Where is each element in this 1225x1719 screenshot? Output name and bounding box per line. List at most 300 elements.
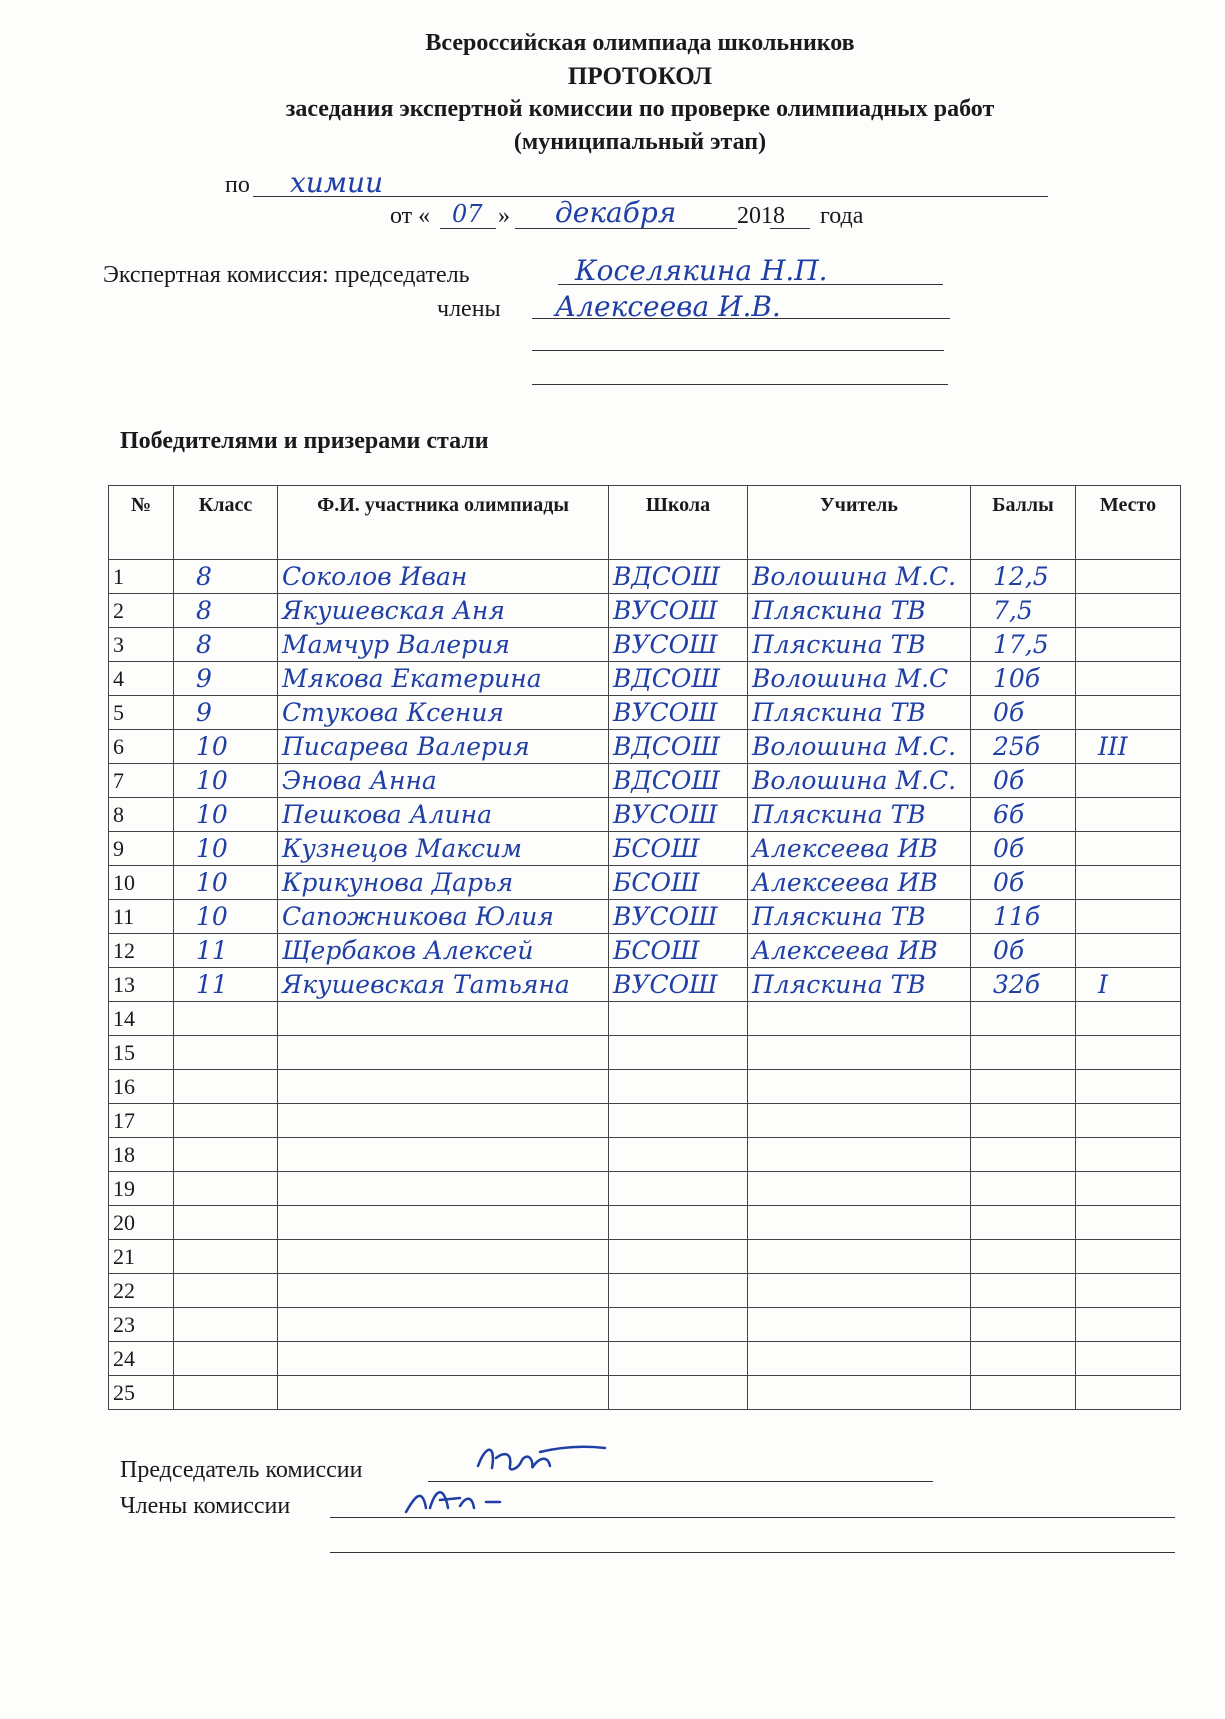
cell-place [1076, 764, 1181, 798]
cell-name-value: Крикунова Дарья [282, 868, 514, 897]
cell-score [971, 798, 1076, 832]
cell-place [1076, 1104, 1181, 1138]
cell-no: 14 [109, 1002, 174, 1036]
cell-no: 1 [109, 560, 174, 594]
cell-school [609, 764, 748, 798]
cell-teacher [748, 1342, 971, 1376]
cell-teacher-value: Волошина М.С [752, 664, 949, 693]
cell-name [278, 934, 609, 968]
cell-score-value: 32б [993, 970, 1041, 999]
cell-name-value: Писарева Валерия [282, 732, 530, 761]
cell-name [278, 662, 609, 696]
cell-teacher [748, 1308, 971, 1342]
cell-no: 17 [109, 1104, 174, 1138]
cell-school [609, 560, 748, 594]
cell-name [278, 1240, 609, 1274]
date-year-prefix: 201 [737, 203, 773, 229]
cell-name-value: Соколов Иван [282, 562, 468, 591]
cell-teacher [748, 764, 971, 798]
cell-class [174, 1172, 278, 1206]
cell-no: 23 [109, 1308, 174, 1342]
cell-teacher [748, 1206, 971, 1240]
cell-score [971, 1036, 1076, 1070]
cell-score-value: 0б [993, 936, 1025, 965]
cell-score [971, 1172, 1076, 1206]
cell-class-value: 11 [196, 970, 228, 999]
cell-teacher-value: Алексеева ИВ [752, 936, 938, 965]
table-row [109, 628, 1181, 662]
cell-score-value: 17,5 [993, 630, 1049, 659]
cell-name [278, 1342, 609, 1376]
cell-name-value: Сапожникова Юлия [282, 902, 554, 931]
cell-class [174, 696, 278, 730]
cell-school [609, 1206, 748, 1240]
commission-members-value: Алексеева И.В. [555, 290, 781, 323]
cell-no: 24 [109, 1342, 174, 1376]
cell-score-value: 0б [993, 868, 1025, 897]
cell-class-value: 10 [196, 800, 228, 829]
cell-school-value: БСОШ [613, 834, 700, 863]
cell-teacher [748, 934, 971, 968]
header-name: Ф.И. участника олимпиады [278, 486, 609, 560]
cell-name [278, 1206, 609, 1240]
cell-score [971, 1240, 1076, 1274]
cell-score-value: 0б [993, 698, 1025, 727]
cell-school [609, 1070, 748, 1104]
cell-score-value: 0б [993, 766, 1025, 795]
cell-teacher [748, 798, 971, 832]
cell-school [609, 730, 748, 764]
cell-name-value: Кузнецов Максим [282, 834, 523, 863]
cell-place [1076, 900, 1181, 934]
cell-class-value: 8 [196, 630, 212, 659]
cell-no: 15 [109, 1036, 174, 1070]
table-row [109, 1104, 1181, 1138]
cell-class-value: 10 [196, 902, 228, 931]
cell-name-value: Щербаков Алексей [282, 936, 534, 965]
header-teacher: Учитель [748, 486, 971, 560]
cell-teacher [748, 900, 971, 934]
cell-teacher [748, 832, 971, 866]
cell-name [278, 1138, 609, 1172]
cell-school [609, 866, 748, 900]
header-commission-subtitle: заседания экспертной комиссии по проверке олимпиадных работ [285, 96, 995, 122]
cell-school-value: ВДСОШ [613, 562, 720, 591]
table-body [109, 560, 1181, 1410]
cell-school [609, 798, 748, 832]
cell-place [1076, 934, 1181, 968]
cell-school-value: БСОШ [613, 868, 700, 897]
cell-score [971, 730, 1076, 764]
commission-members-underline-2 [532, 350, 944, 351]
cell-place [1076, 628, 1181, 662]
cell-score [971, 662, 1076, 696]
cell-score [971, 866, 1076, 900]
cell-name [278, 1172, 609, 1206]
header-school: Школа [609, 486, 748, 560]
cell-school-value: ВУСОШ [613, 902, 718, 931]
commission-chair-value: Коселякина Н.П. [575, 254, 828, 287]
cell-place [1076, 1206, 1181, 1240]
cell-class [174, 730, 278, 764]
date-day-underline [440, 228, 496, 229]
table-row [109, 1172, 1181, 1206]
date-suffix: года [820, 203, 864, 229]
cell-place [1076, 1376, 1181, 1410]
cell-teacher-value: Волошина М.С. [752, 732, 957, 761]
cell-no: 12 [109, 934, 174, 968]
header-protocol-title: ПРОТОКОЛ [567, 63, 713, 90]
header-class: Класс [174, 486, 278, 560]
cell-class-value: 10 [196, 732, 228, 761]
cell-place [1076, 696, 1181, 730]
cell-class [174, 1240, 278, 1274]
winners-table-title: Победителями и призерами стали [120, 428, 489, 454]
cell-teacher [748, 968, 971, 1002]
table-row [109, 696, 1181, 730]
cell-teacher-value: Алексеева ИВ [752, 834, 938, 863]
cell-class [174, 1138, 278, 1172]
cell-teacher [748, 730, 971, 764]
cell-no: 21 [109, 1240, 174, 1274]
cell-place [1076, 1240, 1181, 1274]
cell-score-value: 6б [993, 800, 1025, 829]
cell-class [174, 1104, 278, 1138]
cell-name [278, 798, 609, 832]
cell-school [609, 1036, 748, 1070]
cell-place [1076, 730, 1181, 764]
cell-score-value: 0б [993, 834, 1025, 863]
cell-score [971, 968, 1076, 1002]
cell-teacher [748, 628, 971, 662]
cell-teacher-value: Волошина М.С. [752, 766, 957, 795]
subject-label: по [225, 172, 250, 198]
table-row [109, 1240, 1181, 1274]
cell-teacher [748, 1002, 971, 1036]
cell-class [174, 1274, 278, 1308]
cell-no: 9 [109, 832, 174, 866]
table-row [109, 934, 1181, 968]
cell-score [971, 594, 1076, 628]
table-row [109, 1342, 1181, 1376]
table-row [109, 1138, 1181, 1172]
cell-name-value: Стукова Ксения [282, 698, 504, 727]
cell-school-value: ВУСОШ [613, 630, 718, 659]
cell-teacher-value: Пляскина ТВ [752, 630, 926, 659]
cell-score [971, 1002, 1076, 1036]
cell-no: 18 [109, 1138, 174, 1172]
cell-no: 8 [109, 798, 174, 832]
cell-name-value: Пешкова Алина [282, 800, 492, 829]
cell-place [1076, 866, 1181, 900]
cell-school-value: ВУСОШ [613, 596, 718, 625]
table-header-row [109, 486, 1181, 560]
cell-no: 22 [109, 1274, 174, 1308]
cell-class [174, 1070, 278, 1104]
cell-name [278, 1002, 609, 1036]
cell-place-value: I [1098, 970, 1108, 999]
cell-class-value: 9 [196, 698, 212, 727]
header-place: Место [1076, 486, 1181, 560]
cell-no: 11 [109, 900, 174, 934]
cell-score [971, 1274, 1076, 1308]
cell-school [609, 1274, 748, 1308]
cell-class [174, 798, 278, 832]
winners-table [108, 485, 1181, 1410]
table-row [109, 662, 1181, 696]
cell-school [609, 1240, 748, 1274]
cell-class [174, 1002, 278, 1036]
cell-score [971, 1070, 1076, 1104]
cell-school-value: ВДСОШ [613, 766, 720, 795]
cell-score-value: 10б [993, 664, 1041, 693]
member-signature [400, 1478, 520, 1522]
cell-score [971, 934, 1076, 968]
cell-school [609, 662, 748, 696]
cell-school [609, 1342, 748, 1376]
cell-class [174, 934, 278, 968]
cell-place [1076, 832, 1181, 866]
cell-no: 5 [109, 696, 174, 730]
cell-school [609, 900, 748, 934]
cell-no: 16 [109, 1070, 174, 1104]
cell-name [278, 1274, 609, 1308]
cell-class [174, 866, 278, 900]
table-row [109, 866, 1181, 900]
date-prefix: от « [390, 203, 431, 229]
cell-school [609, 1138, 748, 1172]
cell-teacher-value: Пляскина ТВ [752, 596, 926, 625]
cell-score [971, 560, 1076, 594]
cell-teacher [748, 594, 971, 628]
cell-no: 13 [109, 968, 174, 1002]
table-row [109, 968, 1181, 1002]
cell-school [609, 832, 748, 866]
cell-no: 10 [109, 866, 174, 900]
header-olympiad-title: Всероссийская олимпиада школьников [425, 30, 855, 56]
cell-class [174, 560, 278, 594]
commission-chair-label: Экспертная комиссия: председатель [103, 262, 470, 288]
cell-class [174, 1376, 278, 1410]
table-row [109, 1002, 1181, 1036]
cell-score [971, 764, 1076, 798]
cell-place [1076, 1002, 1181, 1036]
cell-place-value: III [1098, 732, 1128, 761]
cell-class [174, 662, 278, 696]
cell-score [971, 900, 1076, 934]
footer-members-label: Члены комиссии [120, 1493, 291, 1519]
subject-value: химии [290, 166, 384, 199]
cell-score [971, 1308, 1076, 1342]
cell-no: 19 [109, 1172, 174, 1206]
cell-teacher [748, 1240, 971, 1274]
cell-teacher [748, 560, 971, 594]
cell-name [278, 1036, 609, 1070]
cell-teacher-value: Волошина М.С. [752, 562, 957, 591]
cell-name [278, 696, 609, 730]
cell-no: 20 [109, 1206, 174, 1240]
date-sep: » [498, 203, 510, 229]
cell-teacher-value: Пляскина ТВ [752, 970, 926, 999]
date-year-underline [770, 228, 810, 229]
cell-class [174, 764, 278, 798]
cell-school [609, 934, 748, 968]
cell-school-value: ВУСОШ [613, 698, 718, 727]
cell-score-value: 11б [993, 902, 1041, 931]
cell-school-value: ВДСОШ [613, 732, 720, 761]
cell-school [609, 1376, 748, 1410]
cell-score [971, 832, 1076, 866]
cell-score-value: 25б [993, 732, 1041, 761]
cell-score [971, 1138, 1076, 1172]
table-row [109, 798, 1181, 832]
cell-place [1076, 1070, 1181, 1104]
commission-members-underline-3 [532, 384, 948, 385]
cell-place [1076, 594, 1181, 628]
cell-teacher [748, 696, 971, 730]
commission-members-label: члены [437, 296, 501, 322]
cell-class [174, 1206, 278, 1240]
table-row [109, 1070, 1181, 1104]
table-row [109, 764, 1181, 798]
table-row [109, 1308, 1181, 1342]
cell-school [609, 594, 748, 628]
header-score: Баллы [971, 486, 1076, 560]
cell-score [971, 1342, 1076, 1376]
cell-school-value: ВУСОШ [613, 800, 718, 829]
cell-class [174, 968, 278, 1002]
cell-name [278, 900, 609, 934]
cell-no: 4 [109, 662, 174, 696]
table-row [109, 730, 1181, 764]
cell-school [609, 1002, 748, 1036]
cell-name [278, 832, 609, 866]
cell-teacher [748, 1104, 971, 1138]
cell-teacher [748, 1138, 971, 1172]
cell-place [1076, 662, 1181, 696]
cell-teacher-value: Пляскина ТВ [752, 800, 926, 829]
cell-class [174, 1342, 278, 1376]
table-row [109, 1036, 1181, 1070]
cell-class-value: 10 [196, 868, 228, 897]
cell-no: 2 [109, 594, 174, 628]
cell-score [971, 696, 1076, 730]
cell-school [609, 628, 748, 662]
cell-name [278, 628, 609, 662]
cell-teacher-value: Пляскина ТВ [752, 902, 926, 931]
cell-place [1076, 798, 1181, 832]
cell-score-value: 7,5 [993, 596, 1033, 625]
cell-teacher [748, 1070, 971, 1104]
cell-name [278, 594, 609, 628]
cell-place [1076, 560, 1181, 594]
cell-name [278, 866, 609, 900]
cell-no: 6 [109, 730, 174, 764]
cell-teacher [748, 1172, 971, 1206]
cell-place [1076, 1274, 1181, 1308]
cell-name-value: Мамчур Валерия [282, 630, 510, 659]
cell-name [278, 968, 609, 1002]
cell-school [609, 1104, 748, 1138]
cell-class [174, 1036, 278, 1070]
cell-name [278, 1070, 609, 1104]
cell-name-value: Якушевская Аня [282, 596, 505, 625]
table-row [109, 594, 1181, 628]
cell-place [1076, 1172, 1181, 1206]
table-row [109, 1274, 1181, 1308]
cell-teacher [748, 866, 971, 900]
cell-name [278, 1376, 609, 1410]
cell-place [1076, 1036, 1181, 1070]
cell-school-value: ВДСОШ [613, 664, 720, 693]
cell-class-value: 8 [196, 562, 212, 591]
cell-no: 3 [109, 628, 174, 662]
cell-score [971, 1206, 1076, 1240]
cell-place [1076, 1342, 1181, 1376]
cell-class [174, 628, 278, 662]
cell-teacher [748, 662, 971, 696]
date-day: 07 [452, 200, 483, 228]
cell-class-value: 9 [196, 664, 212, 693]
cell-name-value: Якушевская Татьяна [282, 970, 570, 999]
cell-school [609, 1308, 748, 1342]
table-row [109, 1376, 1181, 1410]
table-row [109, 1206, 1181, 1240]
cell-no: 25 [109, 1376, 174, 1410]
footer-members-signature-line-2 [330, 1552, 1175, 1553]
cell-teacher [748, 1376, 971, 1410]
cell-score-value: 12,5 [993, 562, 1049, 591]
cell-class-value: 10 [196, 834, 228, 863]
cell-class-value: 11 [196, 936, 228, 965]
cell-name [278, 730, 609, 764]
cell-school-value: БСОШ [613, 936, 700, 965]
cell-place [1076, 1138, 1181, 1172]
cell-school-value: ВУСОШ [613, 970, 718, 999]
cell-name [278, 764, 609, 798]
cell-no: 7 [109, 764, 174, 798]
cell-score [971, 628, 1076, 662]
cell-name-value: Мякова Екатерина [282, 664, 542, 693]
cell-class-value: 10 [196, 766, 228, 795]
cell-teacher-value: Алексеева ИВ [752, 868, 938, 897]
cell-class-value: 8 [196, 596, 212, 625]
cell-class [174, 832, 278, 866]
cell-school [609, 968, 748, 1002]
table-row [109, 900, 1181, 934]
cell-teacher [748, 1036, 971, 1070]
table-row [109, 832, 1181, 866]
cell-class [174, 1308, 278, 1342]
header-no: № [109, 486, 174, 560]
cell-teacher [748, 1274, 971, 1308]
cell-score [971, 1104, 1076, 1138]
date-month: декабря [555, 196, 677, 229]
cell-class [174, 900, 278, 934]
footer-chair-label: Председатель комиссии [120, 1457, 363, 1483]
cell-school [609, 1172, 748, 1206]
cell-class [174, 594, 278, 628]
cell-name [278, 560, 609, 594]
table-row [109, 560, 1181, 594]
cell-place [1076, 968, 1181, 1002]
cell-name [278, 1308, 609, 1342]
date-year-digit: 8 [773, 203, 785, 229]
cell-place [1076, 1308, 1181, 1342]
cell-name-value: Энова Анна [282, 766, 437, 795]
cell-name [278, 1104, 609, 1138]
cell-school [609, 696, 748, 730]
